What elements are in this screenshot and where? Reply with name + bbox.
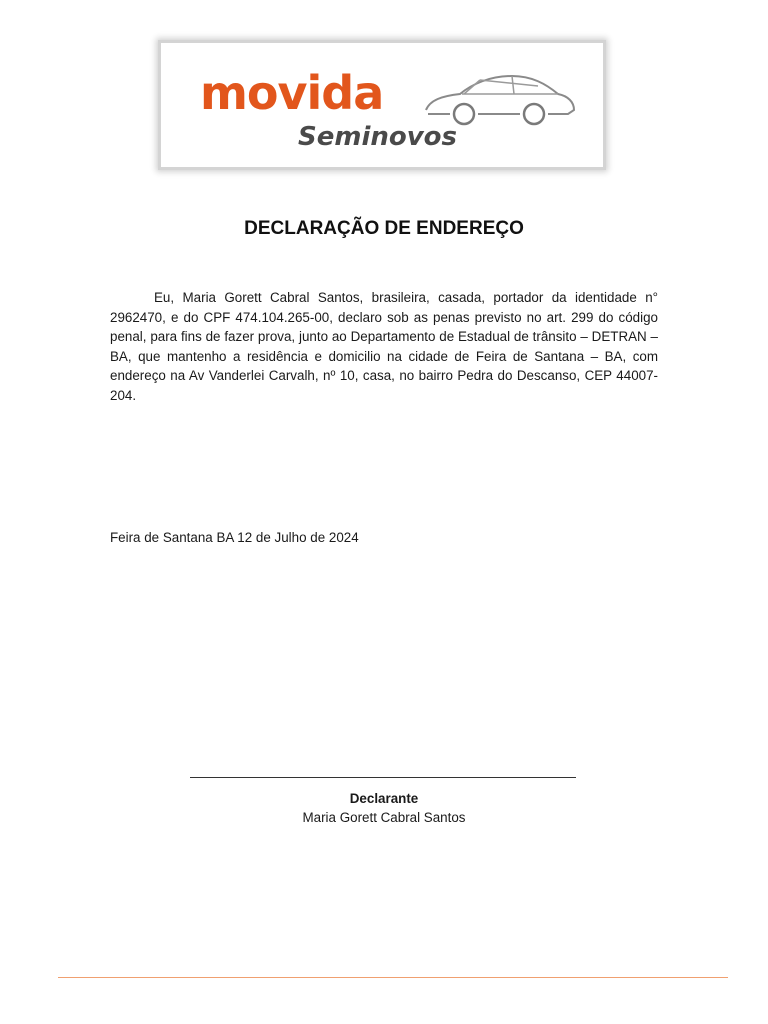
declaration-body: Eu, Maria Gorett Cabral Santos, brasileira, casada, portador da identidade n° 2962470, e do CPF 474.104.265-00, declaro sob as penas previsto no art. 299 do código penal, para fins de fazer prova, junto ao Departamento de Estadual de trânsito – DETRAN – BA, que mantenho a residência e domicilio na cidade de Feira de Santana – BA, com endereço na Av Vanderlei Carvalh, nº 10, casa, no bairro Pedra do Descanso, CEP 44007-204. [110,290,658,403]
footer-divider [58,977,728,978]
logo-subtitle: Seminovos [298,122,458,152]
signature-role: Declarante [349,791,419,806]
signature-line [190,777,576,778]
car-outline-icon [420,66,578,126]
document-title: DECLARAÇÃO DE ENDEREÇO [244,218,524,239]
place-date-line: Feira de Santana BA 12 de Julho de 2024 [110,530,359,545]
logo-brand-text: movida [200,66,384,120]
signature-name: Maria Gorett Cabral Santos [302,810,466,825]
